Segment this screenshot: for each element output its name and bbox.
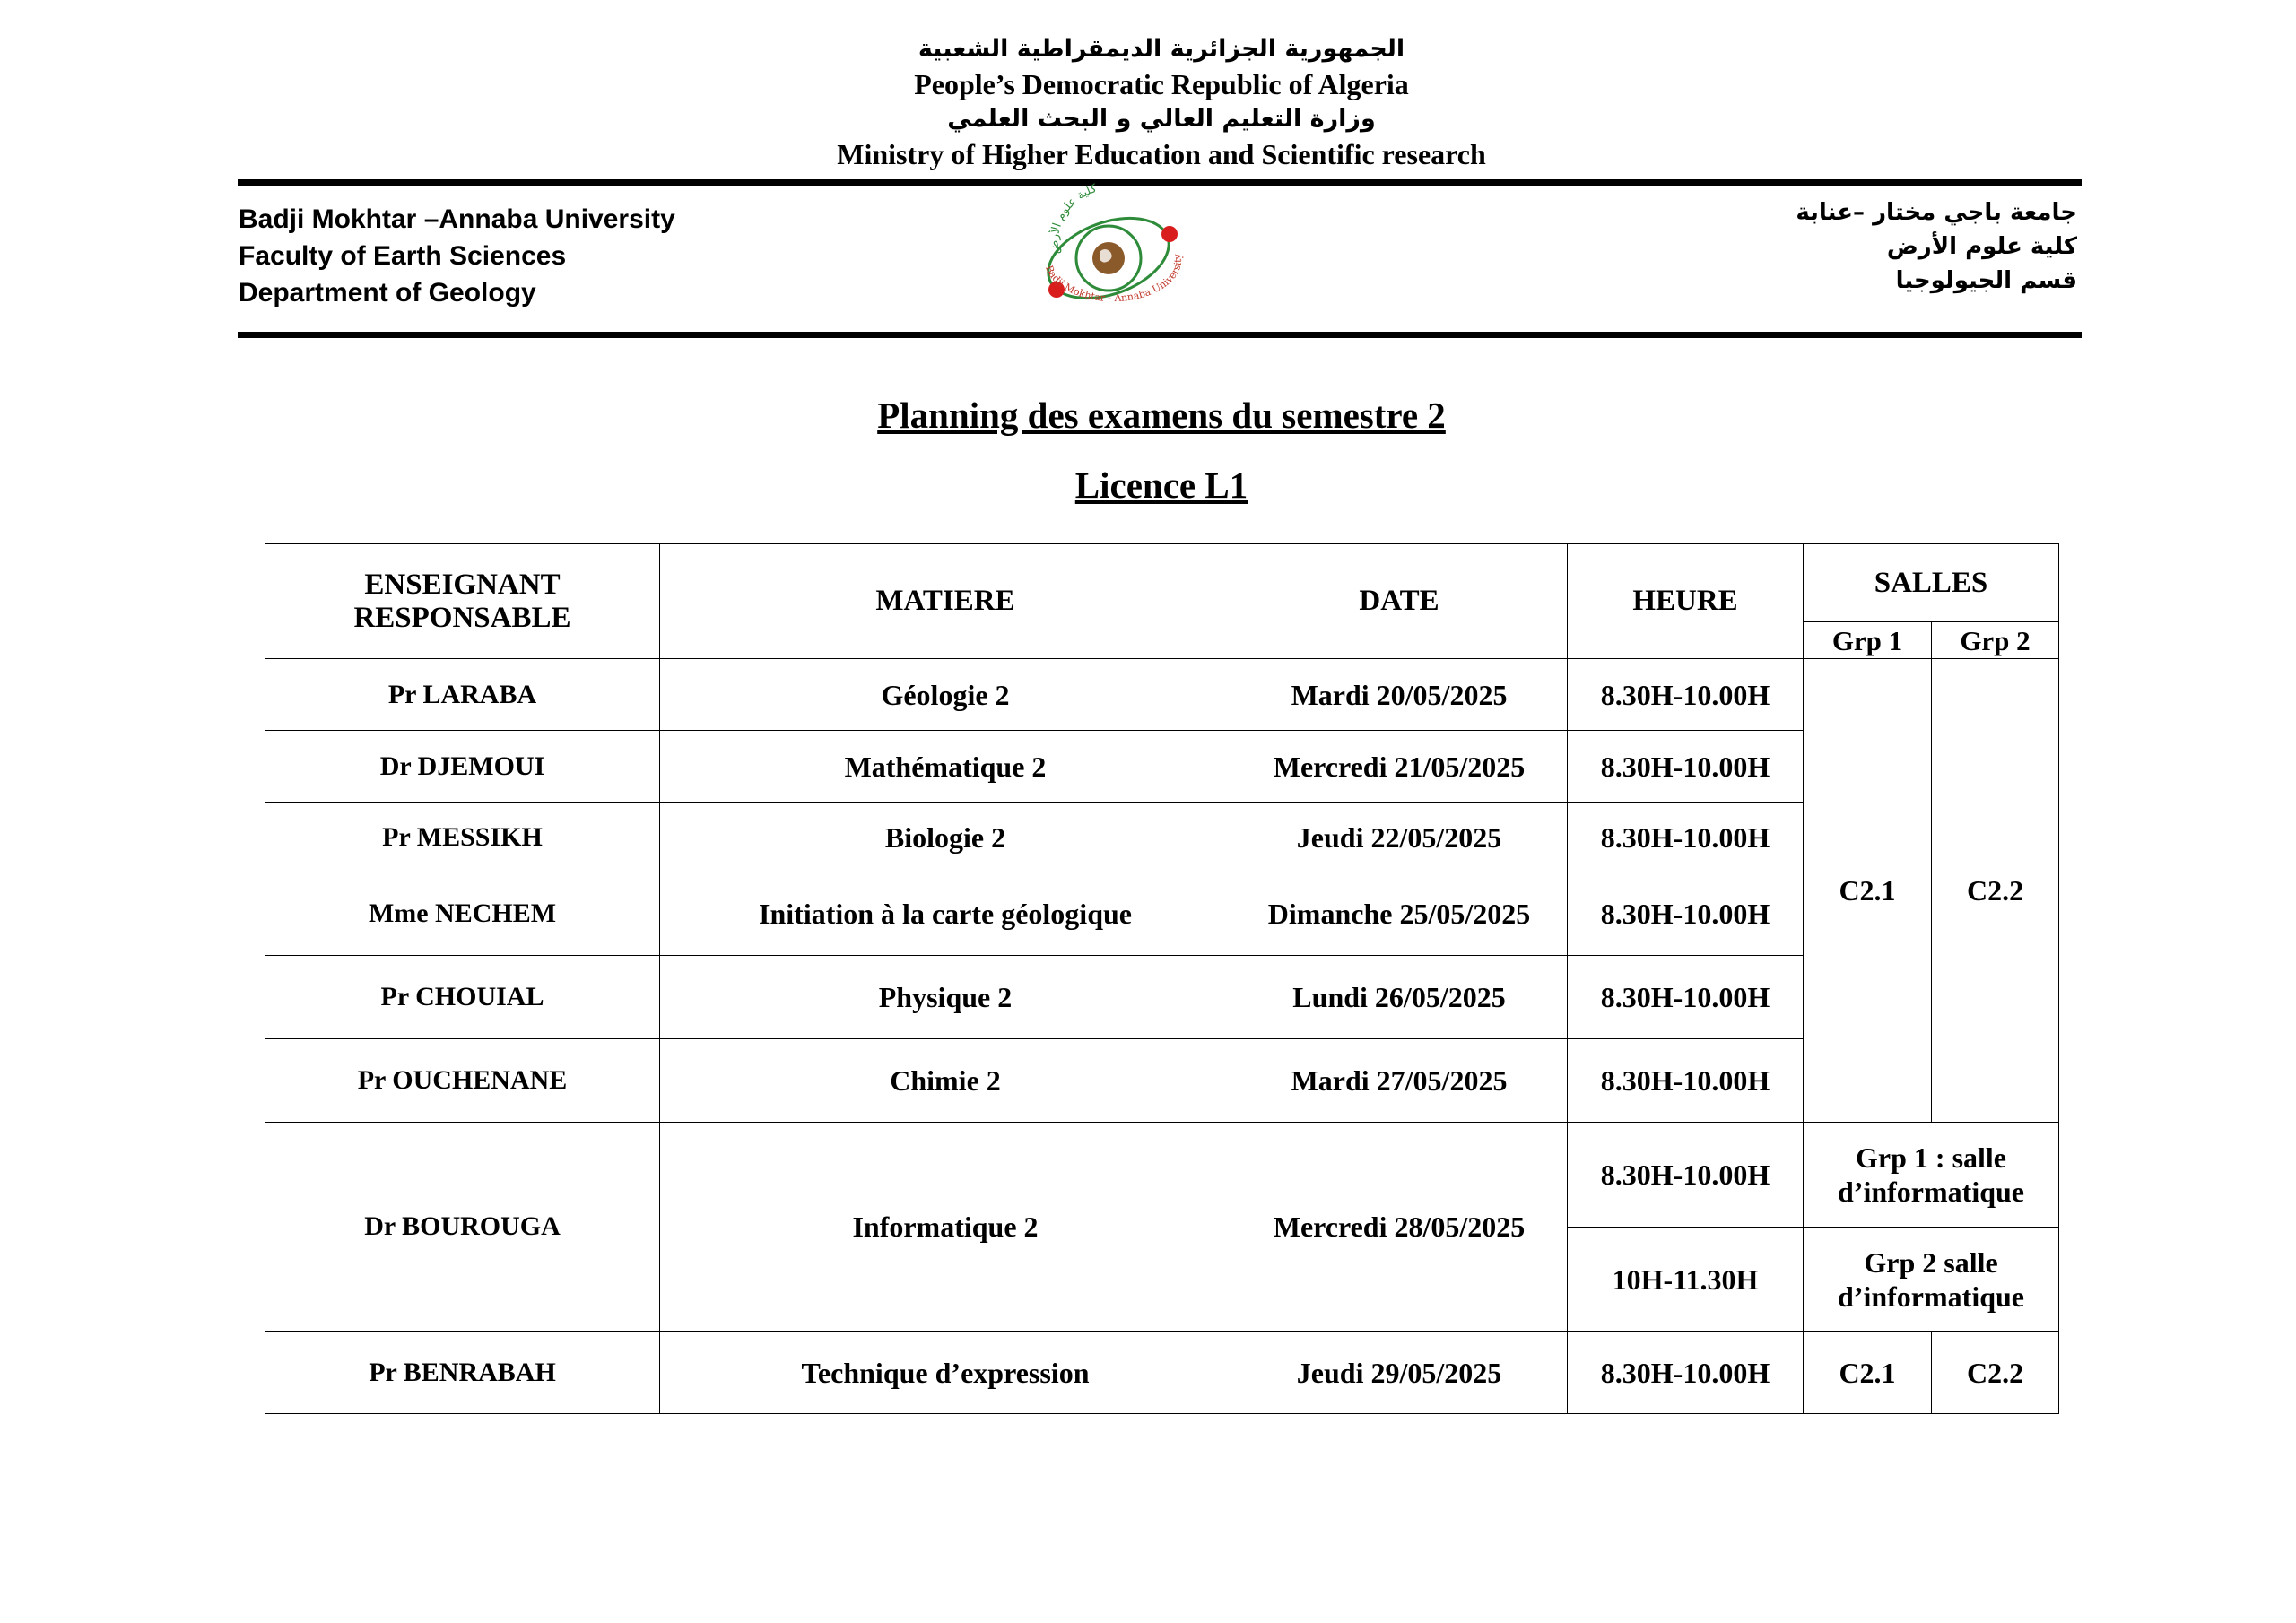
time-cell: 8.30H-10.00H [1568, 956, 1804, 1039]
subject-cell: Initiation à la carte géologique [660, 872, 1231, 956]
logo-english-text: Badji Mokhtar - Annaba University [1042, 252, 1185, 305]
room-cell-informatique-grp2 [1804, 1228, 2059, 1332]
teacher-cell: Pr BENRABAH [265, 1332, 660, 1414]
room-line: Grp 2 salle [1864, 1245, 1998, 1279]
table-row [265, 1123, 2059, 1228]
table-row [265, 1332, 2059, 1414]
date-header: DATE [1231, 544, 1568, 659]
time-header: HEURE [1568, 544, 1804, 659]
subject-cell: Mathématique 2 [660, 731, 1231, 803]
table-row [265, 731, 2059, 803]
date-cell: Jeudi 29/05/2025 [1231, 1332, 1568, 1414]
room-line: Grp 1 : salle [1856, 1141, 2006, 1174]
teacher-cell: Dr DJEMOUI [265, 731, 660, 803]
room-cell-informatique-grp1 [1804, 1123, 2059, 1228]
time-cell: 8.30H-10.00H [1568, 803, 1804, 872]
subject-cell: Géologie 2 [660, 659, 1231, 731]
subject-cell: Informatique 2 [660, 1123, 1231, 1332]
subject-cell: Technique d’expression [660, 1332, 1231, 1414]
logo-arabic-text: كلية علوم الأرض [1048, 182, 1099, 256]
faculty-name: Faculty of Earth Sciences [239, 241, 567, 271]
table-row [265, 872, 2059, 956]
shared-room-group1: C2.1 [1804, 659, 1932, 1123]
subject-cell: Biologie 2 [660, 803, 1231, 872]
teacher-cell: Mme NECHEM [265, 872, 660, 956]
subject-header: MATIERE [660, 544, 1231, 659]
subject-cell: Physique 2 [660, 956, 1231, 1039]
table-row [265, 1039, 2059, 1123]
group2-header: Grp 2 [1932, 622, 2059, 659]
teacher-cell: Pr OUCHENANE [265, 1039, 660, 1123]
level-title: Licence L1 [1074, 464, 1248, 506]
university-logo [1010, 182, 1207, 330]
exam-schedule-table [265, 543, 2059, 1414]
room-group2-cell: C2.2 [1932, 1332, 2059, 1414]
teacher-cell: Dr BOUROUGA [265, 1123, 660, 1332]
shared-room-group2: C2.2 [1932, 659, 2059, 1123]
date-cell: Mercredi 21/05/2025 [1231, 731, 1568, 803]
page-titles [0, 390, 2296, 510]
date-cell: Jeudi 22/05/2025 [1231, 803, 1568, 872]
faculty-name-arabic: كلية علوم الأرض [1886, 233, 2077, 260]
arabic-ministry-name: وزارة التعليم العالي و البحث العلمي [947, 105, 1376, 133]
time-cell: 8.30H-10.00H [1568, 872, 1804, 956]
university-name: Badji Mokhtar –Annaba University [239, 204, 675, 234]
date-cell: Lundi 26/05/2025 [1231, 956, 1568, 1039]
date-cell: Mardi 20/05/2025 [1231, 659, 1568, 731]
date-cell: Dimanche 25/05/2025 [1231, 872, 1568, 956]
arabic-republic-name: الجمهورية الجزائرية الديمقراطية الشعبية [918, 35, 1405, 63]
subject-cell: Chimie 2 [660, 1039, 1231, 1123]
university-name-arabic: جامعة باجي مختار –عنابة [1796, 199, 2077, 226]
header-bottom-rule [238, 332, 2082, 338]
rooms-header: SALLES [1804, 544, 2059, 622]
english-republic-name: People’s Democratic Republic of Algeria [914, 68, 1409, 100]
time-cell: 8.30H-10.00H [1568, 1039, 1804, 1123]
date-cell: Mardi 27/05/2025 [1231, 1039, 1568, 1123]
english-ministry-name: Ministry of Higher Education and Scientific research [837, 138, 1486, 170]
university-arabic-block [1796, 195, 2077, 298]
time-cell: 8.30H-10.00H [1568, 659, 1804, 731]
department-name-arabic: قسم الجيولوجيا [1895, 267, 2077, 294]
government-header [0, 32, 2296, 172]
time-cell: 10H-11.30H [1568, 1228, 1804, 1332]
table-row [265, 659, 2059, 731]
time-cell: 8.30H-10.00H [1568, 1332, 1804, 1414]
group1-header: Grp 1 [1804, 622, 1932, 659]
room-line: d’informatique [1838, 1176, 2024, 1208]
page-title: Planning des examens du semestre 2 [877, 395, 1446, 436]
teacher-cell: Pr LARABA [265, 659, 660, 731]
table-row [265, 956, 2059, 1039]
teacher-cell: Pr CHOUIAL [265, 956, 660, 1039]
university-english-block [239, 201, 675, 311]
header-row [265, 544, 2059, 622]
room-group1-cell: C2.1 [1804, 1332, 1932, 1414]
table-row [265, 803, 2059, 872]
room-line: d’informatique [1838, 1280, 2024, 1313]
time-cell: 8.30H-10.00H [1568, 731, 1804, 803]
date-cell: Mercredi 28/05/2025 [1231, 1123, 1568, 1332]
time-cell: 8.30H-10.00H [1568, 1123, 1804, 1228]
department-name: Department of Geology [239, 278, 536, 308]
teacher-header: ENSEIGNANT RESPONSABLE [265, 544, 660, 659]
teacher-cell: Pr MESSIKH [265, 803, 660, 872]
